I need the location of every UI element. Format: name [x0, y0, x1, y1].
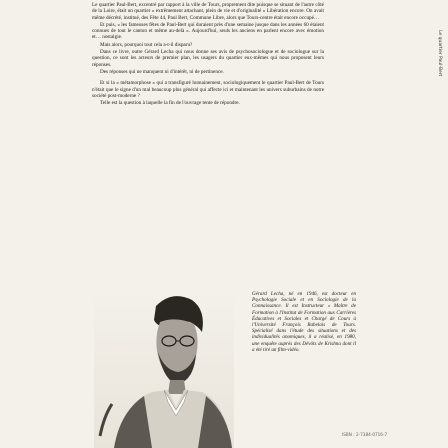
author-biography: [252, 291, 356, 353]
article-paragraph: Mais alors, pourquoi tout cela a-t-il disparu?: [100, 41, 193, 48]
isbn-footer: ISBN : 2-7384-0716-7: [342, 432, 388, 437]
author-portrait-photo: [94, 286, 234, 448]
article-paragraph: Le quartier Paul-Bert, excentré par rapport à la ville de Tours, proprement dite puisque se situant de l'autre côté de la Loire, était un quartier « extrêmement attachant, plein de vie et d'originalité » Libération encore. On avait même décrété, institué, des Fête 44, Paul Bert, Commune Libre, alors que Tours-centre était encore occupé…: [92, 2, 324, 21]
author-bio-text: Gérard Lecha, né en 1946, est docteur en Psychologie Sociale et en Sociologie de la Connaissance. Il est Instructeur « Maître de Formation à l'Institut de Formation aux Carrières Éducatives et Sociales et Chargé de Cours à l'Université François Rabelais de Tours. Spécialisé dans l'étude des situations et des individualités anomiques, il a réalisé, en 1980, une enquête auprès des Dévôts de Krishna dont il a été tiré un film-vidéo.: [252, 291, 356, 353]
article-paragraph: Et puis, « les fameuses fêtes de Paul-Bert qui duraient près d'une semaine jusque dans les années 60 étaient connues de tout le canton et même au-delà ». Aujourd'hui, seuls les anciens en parlent encore avec émotion et… nostalgie.: [92, 21, 324, 41]
article-paragraph: Dans ce livre, outre Gérard Lecha qui nous donne ses avis de psychosociologue et de sociologue sur la question, ce sont les acteurs de premier plan, les usagers du quartier eux-mêmes qui nous proposent leurs réponses.: [92, 49, 324, 68]
article-paragraph: Telle est la question à laquelle la fin de l'ouvrage tente de répondre.: [100, 100, 240, 107]
article-paragraph: Et si la « métamorphose » qui a transfiguré humainement, sociologiquement le quartier Paul-Bert de Tours n'était que le signe d'un mal beaucoup plus général qui affecte ici et maintenant les univers suburbains de notre société post-moderne ?: [92, 80, 324, 99]
article-paragraph: Des réponses qui ne manquent ni d'intérêt, ni de pertinence.: [100, 68, 224, 75]
spine-title: Le quartier Paul-Bert: [437, 30, 442, 77]
article-column: [92, 2, 324, 107]
